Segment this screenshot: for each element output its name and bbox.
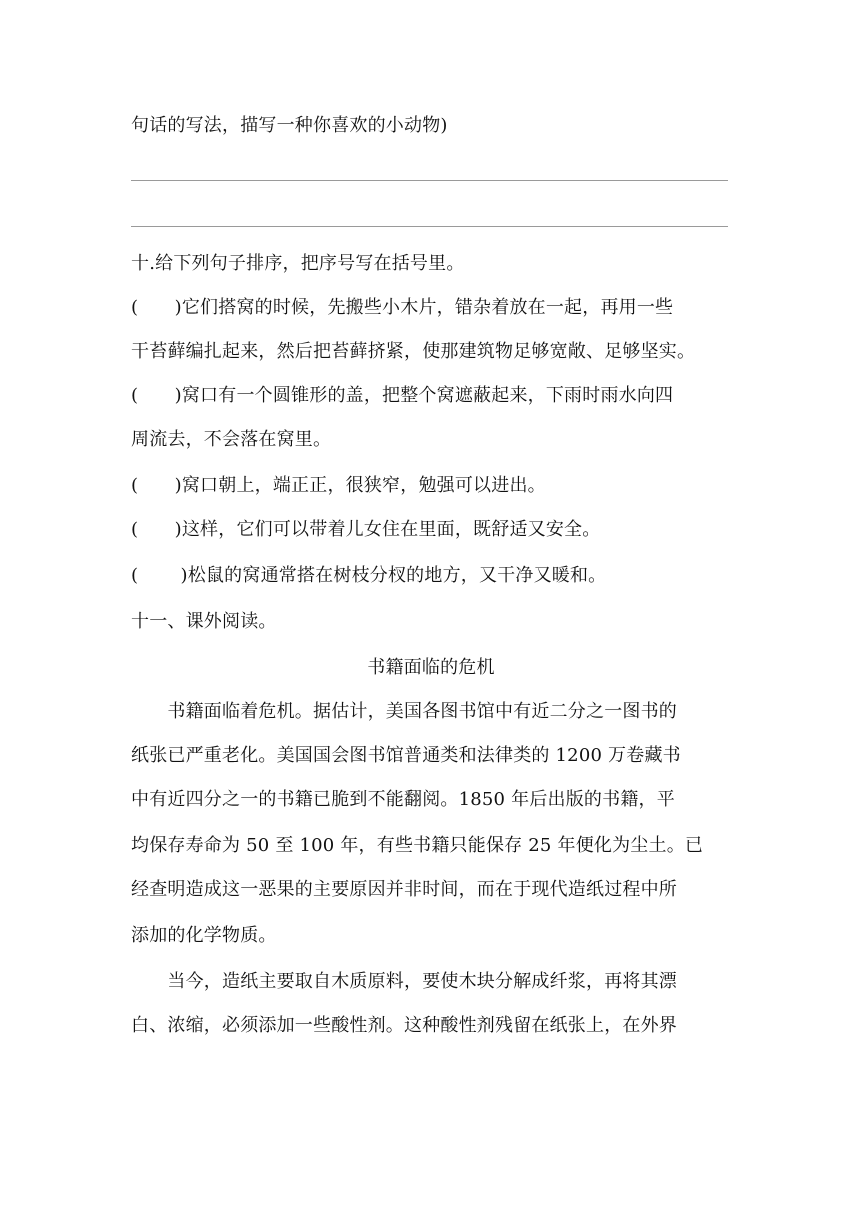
ordering-sentence-line: 周流去，不会落在窝里。 [131,429,332,450]
question-11-heading: 十一、课外阅读。 [131,611,277,632]
article-line: 书籍面临着危机。据估计，美国各图书馆中有近二分之一图书的 [131,701,677,722]
ordering-sentence-line: ( )窝口有一个圆锥形的盖，把整个窝遮蔽起来，下雨时雨水向四 [131,385,674,406]
article-line: 当今，造纸主要取自木质原料，要使木块分解成纤浆，再将其漂 [131,971,677,992]
article-line: 均保存寿命为 50 至 100 年，有些书籍只能保存 25 年便化为尘土。已 [131,835,704,856]
article-line: 经查明造成这一恶果的主要原因并非时间，而在于现代造纸过程中所 [131,879,677,900]
answer-line [131,226,728,227]
question-10-heading: 十.给下列句子排序，把序号写在括号里。 [131,253,465,274]
article-line: 纸张已严重老化。美国国会图书馆普通类和法律类的 1200 万卷藏书 [131,745,681,766]
answer-line [131,180,728,181]
previous-question-tail: 句话的写法，描写一种你喜欢的小动物) [131,115,448,136]
ordering-sentence-line: 干苔藓编扎起来，然后把苔藓挤紧，使那建筑物足够宽敞、足够坚实。 [131,341,696,362]
ordering-sentence-line: ( )松鼠的窝通常搭在树枝分杈的地方，又干净又暖和。 [131,565,607,586]
ordering-sentence-line: ( )窝口朝上，端正正，很狭窄，勉强可以进出。 [131,475,546,496]
article-line: 中有近四分之一的书籍已脆到不能翻阅。1850 年后出版的书籍，平 [131,789,675,810]
article-line: 白、浓缩，必须添加一些酸性剂。这种酸性剂残留在纸张上，在外界 [131,1015,677,1036]
ordering-sentence-line: ( )它们搭窝的时候，先搬些小木片，错杂着放在一起，再用一些 [131,297,674,318]
ordering-sentence-line: ( )这样，它们可以带着儿女住在里面，既舒适又安全。 [131,519,601,540]
article-line: 添加的化学物质。 [131,925,277,946]
article-title: 书籍面临的危机 [367,657,495,678]
